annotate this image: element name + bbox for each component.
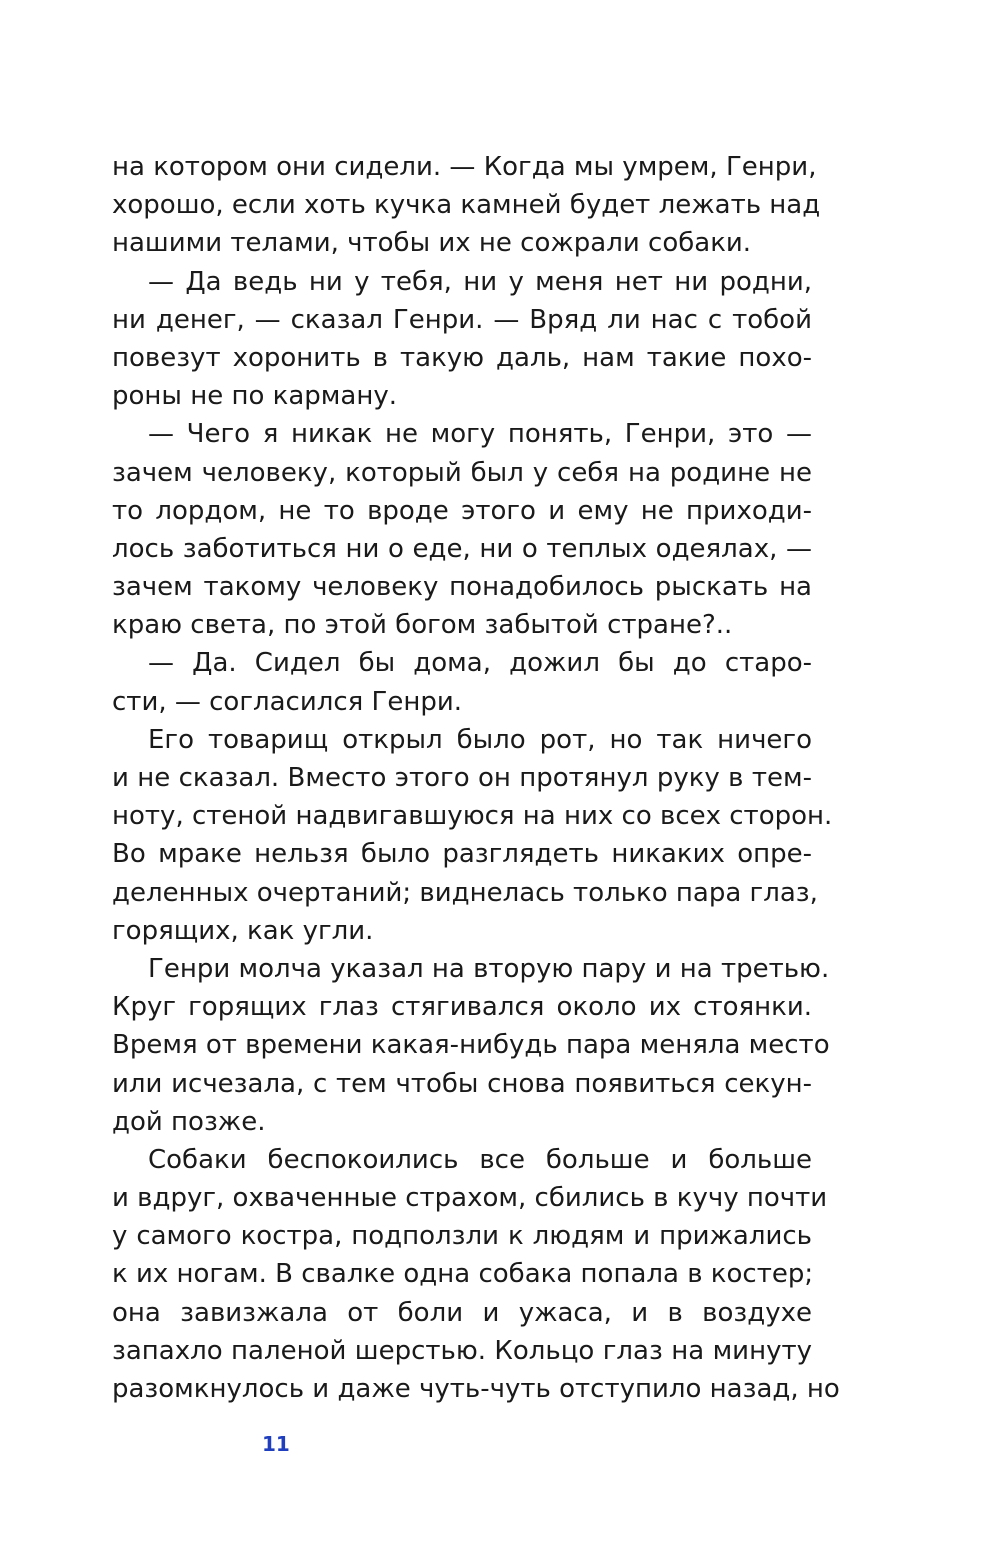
text-line: или исчезала, с тем чтобы снова появиться секун- [112,1068,812,1099]
text-line: дой позже. [112,1106,266,1137]
text-line: Круг горящих глаз стягивался около их стоянки. [112,992,812,1023]
text-line: к их ногам. В свалке одна собака попала в костер; [112,1259,814,1290]
paragraph [112,148,821,263]
text-line: горящих, как угли. [112,915,374,946]
text-line: и вдруг, охваченные страхом, сбились в кучу почти [112,1183,828,1214]
paragraph [112,263,812,416]
text-line: — Да. Сидел бы дома, дожил бы до старо- [148,648,812,679]
text-line: сти, — согласился Генри. [112,686,463,717]
text-line: разомкнулось и даже чуть-чуть отступило назад, но [112,1374,840,1404]
paragraph [112,1141,840,1408]
page-number: 11 [262,1432,290,1456]
text-line: ни денег, — сказал Генри. — Вряд ли нас с тобой [112,304,812,335]
text-line: Генри молча указал на вторую пару и на третью. [148,953,830,984]
text-line: — Да ведь ни у тебя, ни у меня нет ни родни, [148,266,812,297]
text-line: краю света, по этой богом забытой стране?.. [112,610,733,641]
paragraph [112,721,833,950]
text-line: у самого костра, подползли к людям и прижались [112,1221,812,1252]
text-line: Во мраке нельзя было разглядеть никаких опре- [112,839,812,870]
text-line: деленных очертаний; виднелась только пара глаз, [112,877,818,908]
text-line: повезут хоронить в такую даль, нам такие похо- [112,342,812,373]
text-line: хорошо, если хоть кучка камней будет лежать над [112,190,821,221]
text-line: запахло паленой шерстью. Кольцо глаз на минуту [112,1335,812,1366]
paragraph [112,415,812,644]
text-line: нашими телами, чтобы их не сожрали собаки. [112,228,752,259]
text-line: то лордом, не то вроде этого и ему не приходи- [112,495,812,526]
text-line: зачем человеку, который был у себя на родине не [112,457,812,488]
text-line: Собаки беспокоились все больше и больше [148,1144,812,1175]
text-line: Время от времени какая-нибудь пара меняла место [112,1030,830,1061]
text-line: лось заботиться ни о еде, ни о теплых одеялах, — [112,533,812,564]
text-line: и не сказал. Вместо этого он протянул руку в тем- [112,763,812,793]
text-line: роны не по карману. [112,381,397,412]
text-line: на котором они сидели. — Когда мы умрем, Генри, [112,152,817,182]
book-page-text [112,148,840,1408]
text-line: ноту, стеной надвигавшуюся на них со всех сторон. [112,801,833,832]
paragraph [112,644,812,720]
text-line: Его товарищ открыл было рот, но так ничего [148,724,812,755]
text-line: зачем такому человеку понадобилось рыскать на [112,572,812,603]
text-line: — Чего я никак не могу понять, Генри, это — [148,419,812,450]
paragraph [112,950,830,1141]
text-line: она завизжала от боли и ужаса, и в воздухе [112,1297,812,1328]
